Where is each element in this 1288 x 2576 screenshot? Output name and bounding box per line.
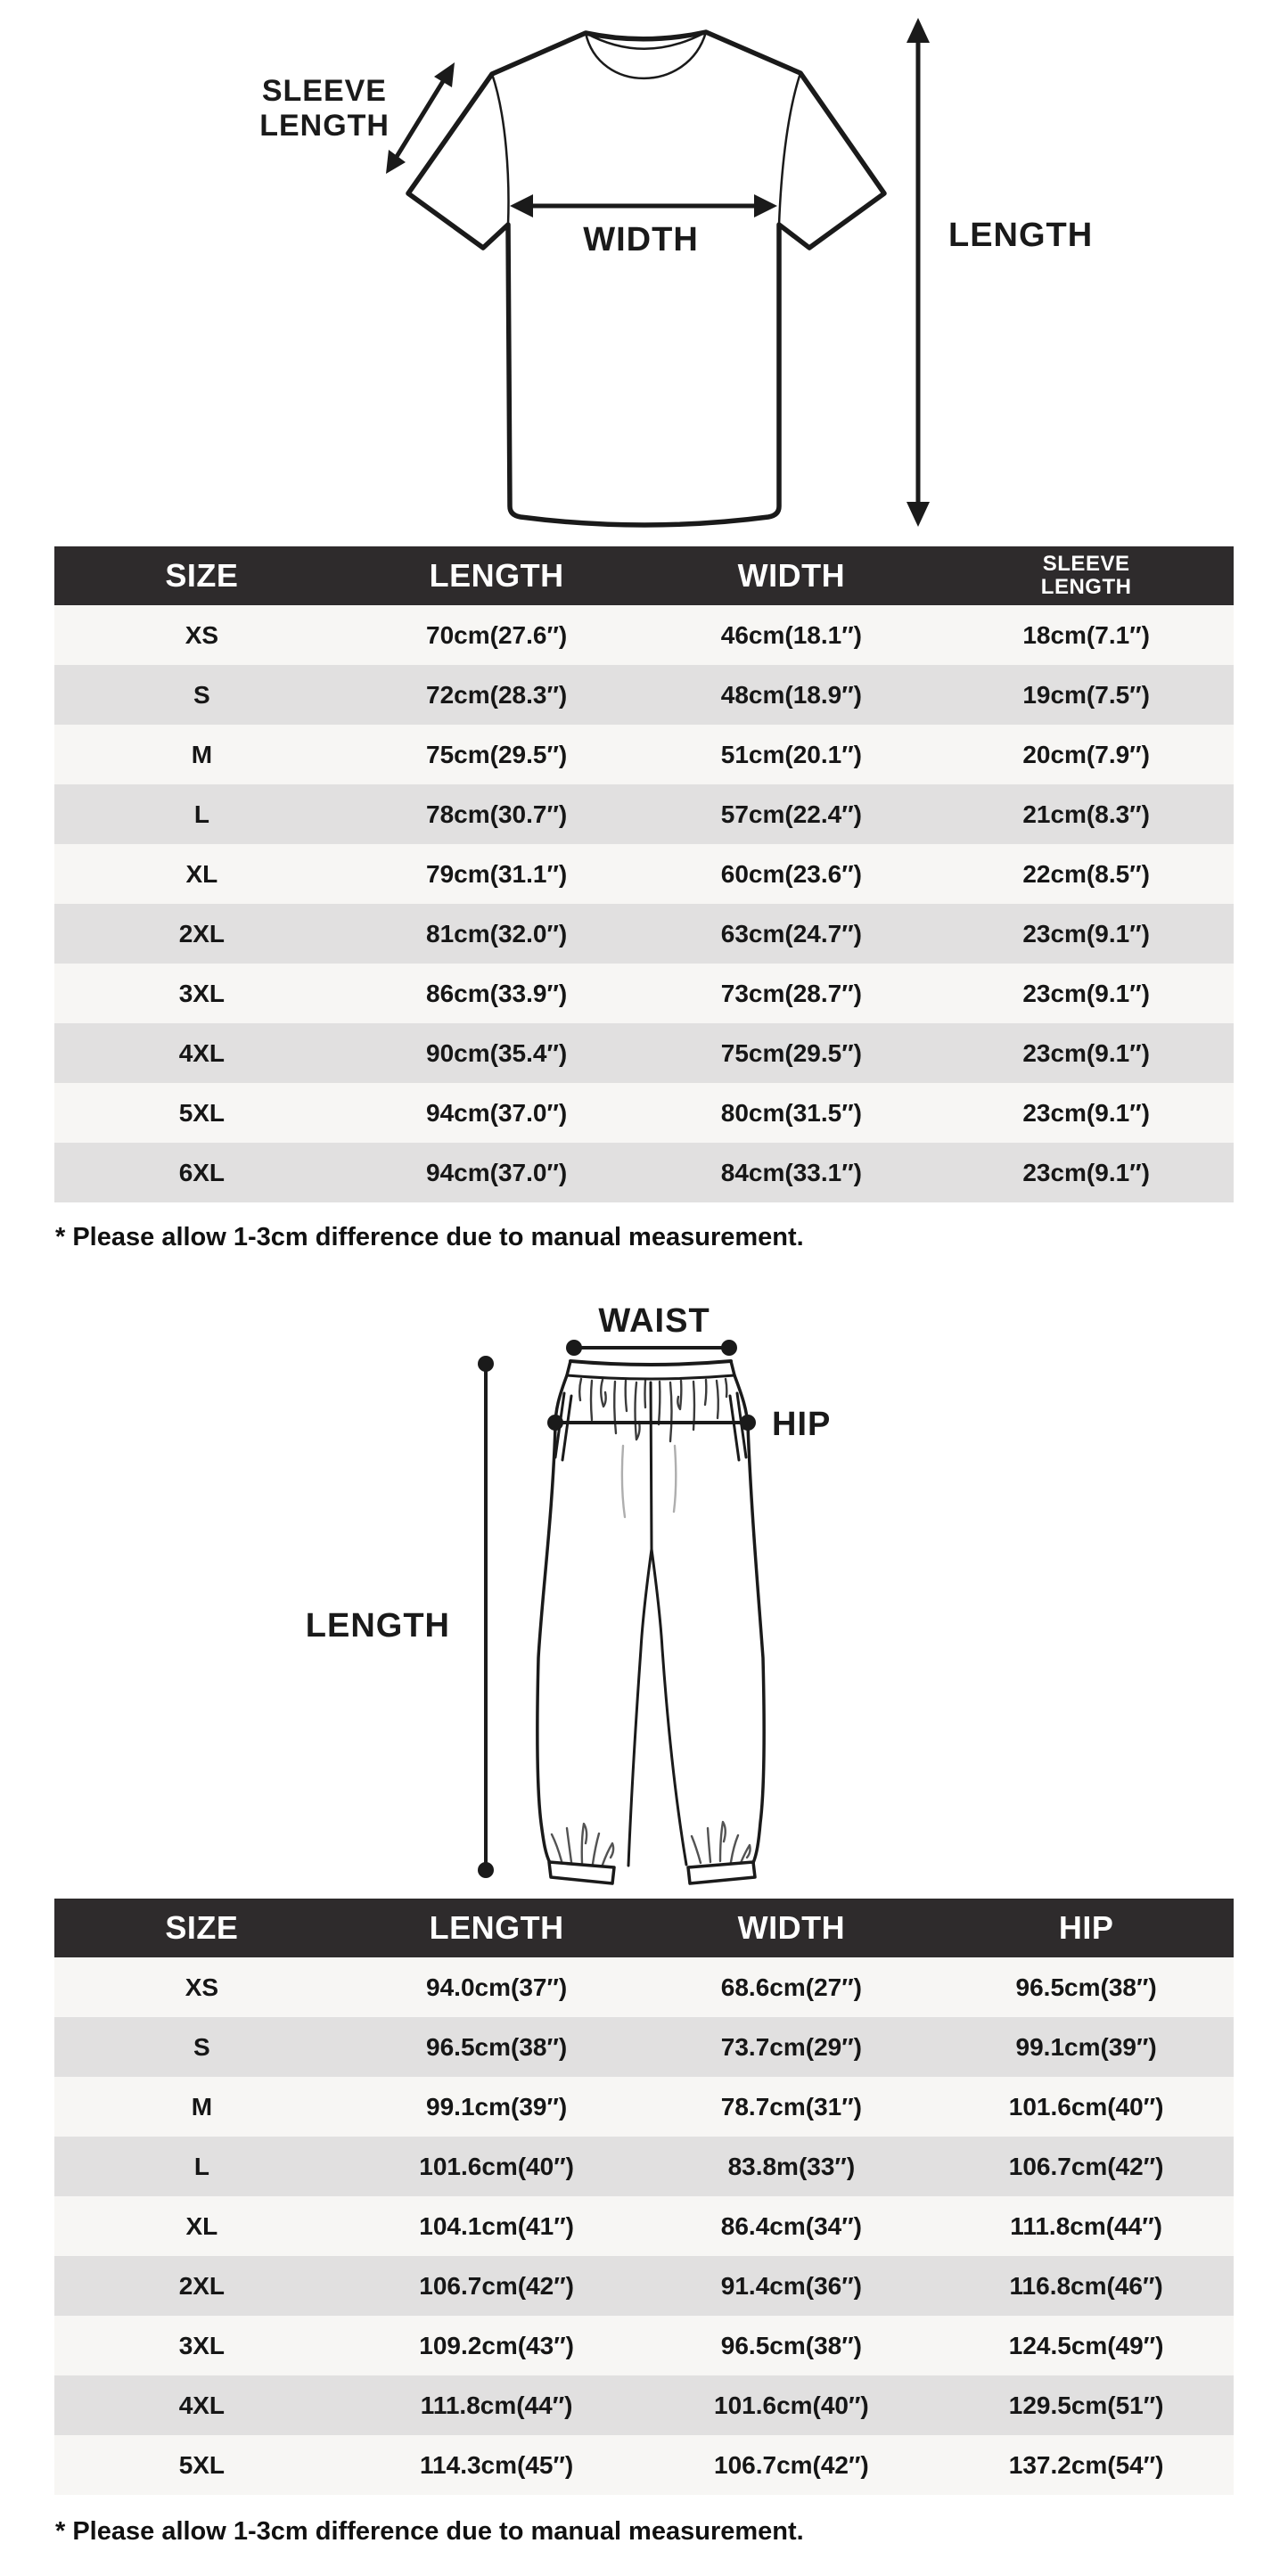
header-row (54, 546, 1234, 605)
table-row (54, 2137, 1234, 2196)
pants-table-head (54, 1899, 1234, 1957)
size-cell: S (193, 2032, 210, 2061)
measurement-cell: 96.5cm(38″) (426, 2032, 568, 2061)
measurement-cell: 23cm(9.1″) (1022, 919, 1150, 948)
table-row (54, 2375, 1234, 2435)
measurement-cell: 91.4cm(36″) (720, 2271, 862, 2300)
pants-center-seam (651, 1382, 652, 1549)
measurement-cell: 137.2cm(54″) (1008, 2450, 1164, 2479)
measurement-cell: 96.5cm(38″) (720, 2331, 862, 2359)
measurement-cell: 19cm(7.5″) (1022, 680, 1150, 709)
measurement-cell: 70cm(27.6″) (426, 620, 568, 649)
measurement-cell: 21cm(8.3″) (1022, 800, 1150, 828)
measurement-cell: 80cm(31.5″) (720, 1098, 862, 1127)
size-cell: XS (185, 620, 219, 649)
measurement-cell: 106.7cm(42″) (714, 2450, 869, 2479)
column-header: WIDTH (644, 1899, 939, 1957)
pants-outer-seam-left (537, 1375, 567, 1863)
pants-ankle-folds (552, 1822, 751, 1865)
shirt-measurement-note: * Please allow 1-3cm difference due to manual measurement. (55, 1223, 804, 1251)
measurement-cell: 23cm(9.1″) (1022, 1098, 1150, 1127)
hip-label: HIP (772, 1406, 832, 1443)
measurement-cell: 51cm(20.1″) (720, 740, 862, 768)
pants-thigh-folds (622, 1446, 676, 1517)
pants-figure (0, 1297, 1288, 1899)
measurement-cell: 78.7cm(31″) (720, 2092, 862, 2121)
measurement-cell: 94cm(37.0″) (426, 1158, 568, 1186)
measurement-cell: 75cm(29.5″) (426, 740, 568, 768)
measurement-cell: 106.7cm(42″) (419, 2271, 574, 2300)
table-row (54, 1143, 1234, 1202)
size-cell: 3XL (178, 979, 226, 1007)
size-cell: L (193, 2152, 209, 2180)
size-cell: L (193, 800, 209, 828)
measurement-cell: 83.8m(33″) (727, 2152, 856, 2180)
table-row (54, 2316, 1234, 2375)
width-arrow (510, 194, 777, 217)
table-row (54, 904, 1234, 964)
waist-label: WAIST (598, 1302, 710, 1340)
shirt-table-body (54, 605, 1234, 1202)
measurement-cell: 124.5cm(49″) (1008, 2331, 1164, 2359)
size-cell: 2XL (178, 2271, 226, 2300)
measurement-cell: 111.8cm(44″) (420, 2391, 573, 2419)
pants-diagram-svg (0, 1297, 1288, 1899)
measurement-cell: 101.6cm(40″) (714, 2391, 869, 2419)
table-row (54, 844, 1234, 904)
size-cell: 6XL (178, 1158, 226, 1186)
size-cell: 3XL (178, 2331, 226, 2359)
measurement-cell: 46cm(18.1″) (720, 620, 862, 649)
table-row (54, 605, 1234, 665)
size-cell: 4XL (178, 2391, 226, 2419)
pants-inseam-right (652, 1549, 686, 1865)
table-row (54, 2077, 1234, 2137)
measurement-cell: 72cm(28.3″) (426, 680, 568, 709)
measurement-cell: 23cm(9.1″) (1022, 979, 1150, 1007)
table-row (54, 784, 1234, 844)
size-cell: 5XL (178, 1098, 226, 1127)
measurement-cell: 73cm(28.7″) (720, 979, 862, 1007)
measurement-cell: 78cm(30.7″) (426, 800, 568, 828)
table-row (54, 964, 1234, 1023)
measurement-cell: 63cm(24.7″) (720, 919, 862, 948)
table-row (54, 2196, 1234, 2256)
column-header: SIZE (54, 546, 349, 605)
measurement-cell: 109.2cm(43″) (419, 2331, 574, 2359)
measurement-cell: 101.6cm(40″) (419, 2152, 574, 2180)
column-header: LENGTH (349, 546, 644, 605)
size-cell: 2XL (178, 919, 226, 948)
pants-waistband-top (570, 1361, 731, 1365)
measurement-cell: 86.4cm(34″) (720, 2211, 862, 2240)
length-arrow (907, 18, 930, 527)
measurement-cell: 81cm(32.0″) (426, 919, 568, 948)
shirt-diagram-svg (0, 0, 1288, 546)
pants-waistband-bottom (567, 1375, 734, 1379)
table-row (54, 2435, 1234, 2495)
table-row (54, 1023, 1234, 1083)
measurement-cell: 101.6cm(40″) (1008, 2092, 1164, 2121)
measurement-cell: 75cm(29.5″) (720, 1038, 862, 1067)
shirt-size-table (54, 546, 1234, 1202)
measurement-cell: 79cm(31.1″) (426, 859, 568, 888)
column-header: LENGTH (349, 1899, 644, 1957)
measurement-cell: 99.1cm(39″) (426, 2092, 568, 2121)
size-cell: XL (185, 859, 218, 888)
pants-inseam-left (628, 1549, 652, 1866)
pants-cuff-left (549, 1862, 614, 1883)
size-cell: XS (185, 1973, 219, 2001)
measurement-cell: 48cm(18.9″) (720, 680, 862, 709)
measurement-cell: 111.8cm(44″) (1010, 2211, 1162, 2240)
header-row (54, 1899, 1234, 1957)
measurement-cell: 90cm(35.4″) (426, 1038, 568, 1067)
measurement-cell: 57cm(22.4″) (720, 800, 862, 828)
measurement-cell: 23cm(9.1″) (1022, 1038, 1150, 1067)
pants-length-line (478, 1356, 494, 1878)
sleeve-length-arrow (386, 62, 455, 174)
shirt-figure (0, 0, 1288, 546)
pants-gather-lines (579, 1379, 726, 1441)
measurement-cell: 96.5cm(38″) (1015, 1973, 1157, 2001)
measurement-cell: 94.0cm(37″) (426, 1973, 568, 2001)
measurement-cell: 22cm(8.5″) (1022, 859, 1150, 888)
table-row (54, 665, 1234, 725)
measurement-cell: 68.6cm(27″) (720, 1973, 862, 2001)
pants-size-table (54, 1899, 1234, 2495)
size-cell: 4XL (178, 1038, 226, 1067)
measurement-cell: 18cm(7.1″) (1022, 620, 1150, 649)
measurement-cell: 129.5cm(51″) (1008, 2391, 1164, 2419)
measurement-cell: 84cm(33.1″) (720, 1158, 862, 1186)
measurement-cell: 116.8cm(46″) (1009, 2271, 1163, 2300)
sleeve-length-label-line2: LENGTH (259, 109, 390, 143)
column-header: SIZE (54, 1899, 349, 1957)
shirt-length-label: LENGTH (948, 217, 1094, 254)
table-row (54, 2256, 1234, 2316)
measurement-cell: 94cm(37.0″) (426, 1098, 568, 1127)
pants-measurement-note: * Please allow 1-3cm difference due to manual measurement. (55, 2517, 804, 2546)
tshirt-armhole-left (492, 74, 508, 225)
column-header: SLEEVE LENGTH (939, 546, 1234, 605)
column-header: HIP (939, 1899, 1234, 1957)
shirt-table-head (54, 546, 1234, 605)
size-cell: XL (185, 2211, 218, 2240)
sleeve-length-label-line1: SLEEVE (261, 74, 387, 108)
pants-table-body (54, 1957, 1234, 2495)
pants-outer-seam-right (734, 1375, 764, 1863)
table-row (54, 725, 1234, 784)
size-cell: M (191, 740, 213, 768)
pants-length-label: LENGTH (305, 1607, 450, 1645)
measurement-cell: 23cm(9.1″) (1022, 1158, 1150, 1186)
waist-measure-line (566, 1340, 737, 1356)
measurement-cell: 86cm(33.9″) (426, 979, 568, 1007)
size-cell: 5XL (178, 2450, 226, 2479)
table-row (54, 2017, 1234, 2077)
pants-cuff-right (688, 1862, 755, 1883)
table-row (54, 1957, 1234, 2017)
measurement-cell: 106.7cm(42″) (1008, 2152, 1164, 2180)
column-header: WIDTH (644, 546, 939, 605)
size-cell: S (193, 680, 210, 709)
width-label: WIDTH (583, 221, 699, 258)
table-row (54, 1083, 1234, 1143)
measurement-cell: 99.1cm(39″) (1015, 2032, 1157, 2061)
measurement-cell: 104.1cm(41″) (419, 2211, 574, 2240)
measurement-cell: 73.7cm(29″) (720, 2032, 862, 2061)
tshirt-armhole-right (779, 73, 800, 225)
measurement-cell: 20cm(7.9″) (1022, 740, 1150, 768)
tshirt-outline (408, 32, 884, 525)
measurement-cell: 60cm(23.6″) (720, 859, 862, 888)
measurement-cell: 114.3cm(45″) (420, 2450, 574, 2479)
size-cell: M (191, 2092, 213, 2121)
